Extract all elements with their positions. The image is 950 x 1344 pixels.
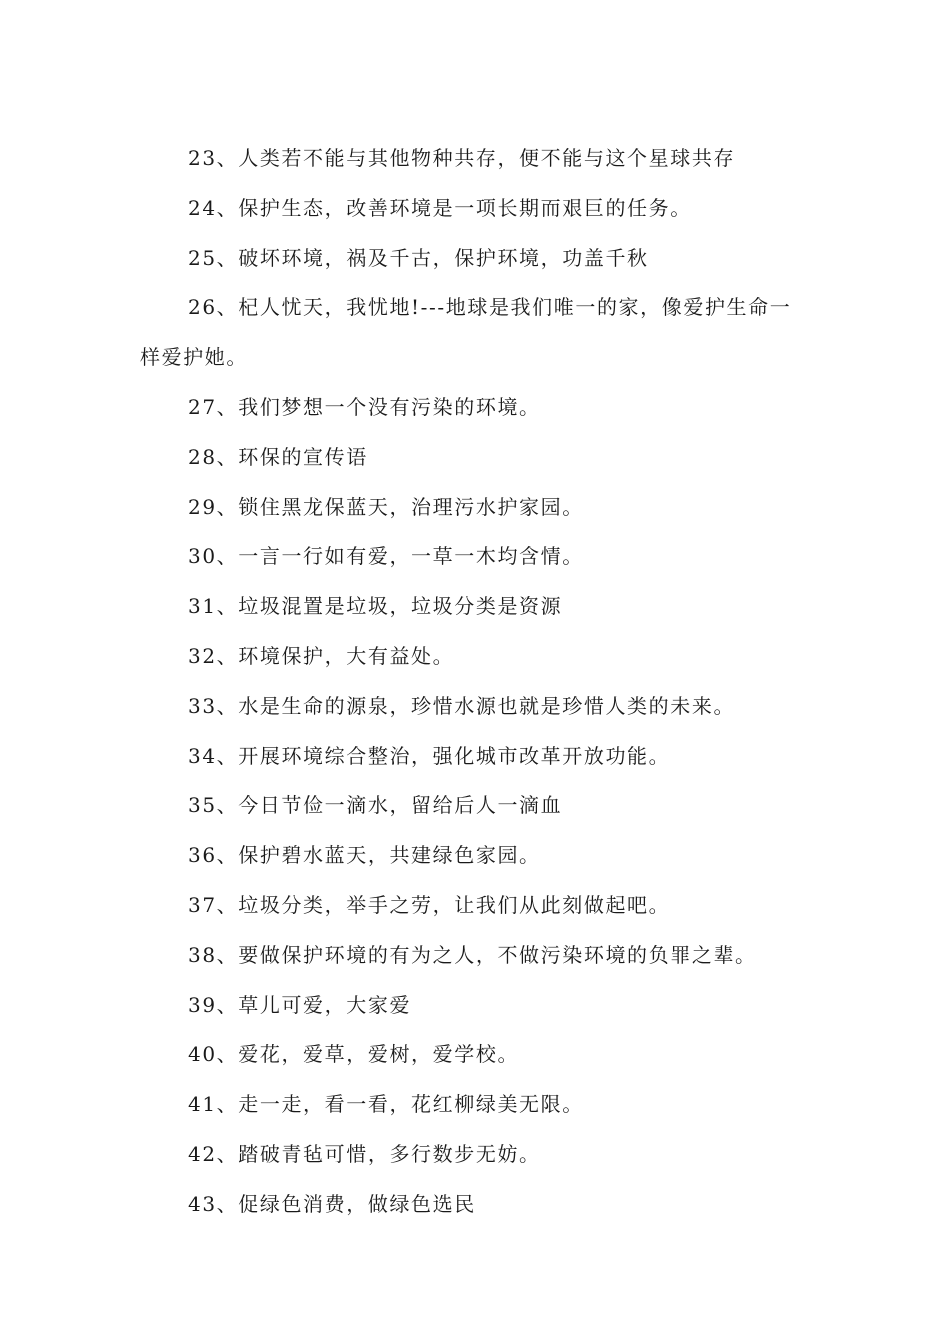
paragraph-41: 41、走一走，看一看，花红柳绿美无限。 [188, 1092, 584, 1117]
document-body [140, 134, 810, 1230]
paragraph-28: 28、环保的宣传语 [188, 444, 368, 469]
paragraph-32: 32、环境保护，大有益处。 [188, 643, 455, 668]
paragraph-27: 27、我们梦想一个没有污染的环境。 [188, 394, 541, 419]
paragraph-42: 42、踏破青毡可惜，多行数步无妨。 [188, 1141, 541, 1166]
paragraph-23: 23、人类若不能与其他物种共存，便不能与这个星球共存 [188, 146, 736, 170]
paragraph-33: 33、水是生命的源泉，珍惜水源也就是珍惜人类的未来。 [188, 693, 736, 718]
paragraph-34: 34、开展环境综合整治，强化城市改革开放功能。 [188, 743, 671, 768]
paragraph-39: 39、草儿可爱，大家爱 [188, 992, 412, 1017]
paragraph-35: 35、今日节俭一滴水，留给后人一滴血 [188, 793, 563, 818]
paragraph-36: 36、保护碧水蓝天，共建绿色家园。 [188, 843, 541, 868]
paragraph-24: 24、保护生态，改善环境是一项长期而艰巨的任务。 [188, 195, 692, 220]
paragraph-37: 37、垃圾分类，举手之劳，让我们从此刻做起吧。 [188, 892, 671, 917]
paragraph-26: 26、杞人忧天，我忧地!---地球是我们唯一的家，像爱护生命一样爱护她。 [140, 295, 792, 370]
paragraph-29: 29、锁住黑龙保蓝天，治理污水护家园。 [188, 494, 584, 519]
paragraph-31: 31、垃圾混置是垃圾，垃圾分类是资源 [188, 594, 563, 619]
paragraph-25: 25、破坏环境，祸及千古，保护环境，功盖千秋 [188, 245, 649, 270]
paragraph-38: 38、要做保护环境的有为之人，不做污染环境的负罪之辈。 [188, 942, 757, 967]
paragraph-40: 40、爱花，爱草，爱树，爱学校。 [188, 1042, 520, 1067]
paragraph-30: 30、一言一行如有爱，一草一木均含情。 [188, 544, 584, 569]
paragraph-43: 43、促绿色消费，做绿色选民 [188, 1191, 476, 1216]
